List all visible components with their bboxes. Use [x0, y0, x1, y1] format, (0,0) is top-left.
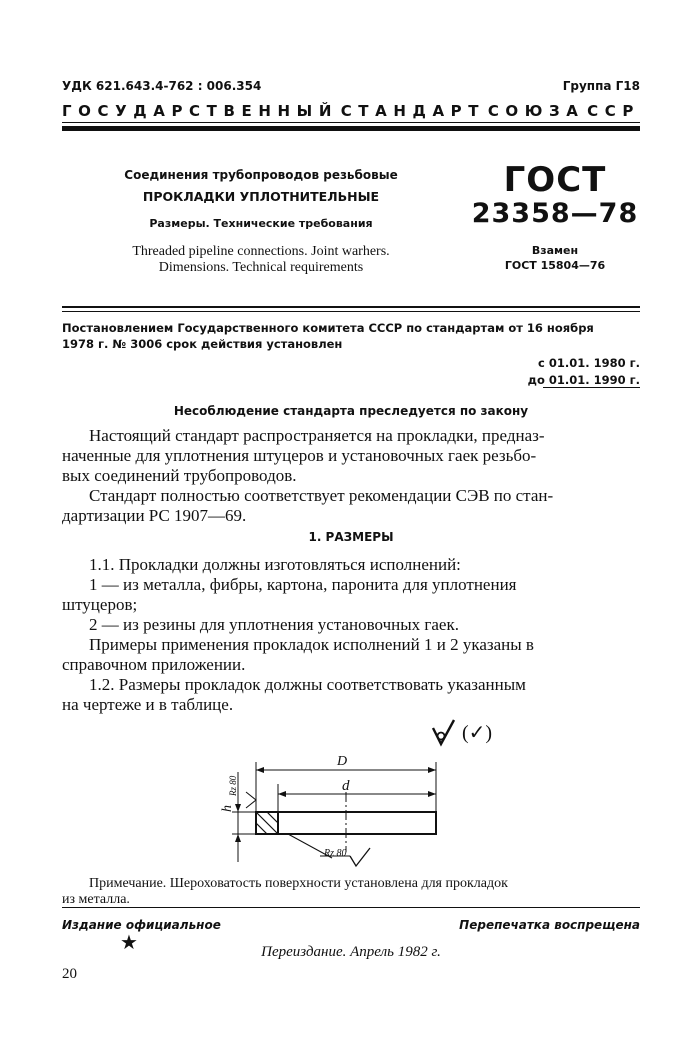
gasket-drawing — [210, 752, 450, 880]
title-line-2: ПРОКЛАДКИ УПЛОТНИТЕЛЬНЫЕ — [142, 189, 380, 204]
udk-code: УДК 621.643.4-762 : 006.354 — [62, 79, 262, 93]
roughness-label-top: Rz 80 — [228, 775, 238, 796]
valid-to: до 01.01. 1990 г. — [527, 373, 640, 387]
dimension-label-D: D — [337, 754, 348, 769]
decree-line-2: 1978 г. № 3006 срок действия установлен — [62, 337, 343, 351]
header-rule-thick — [62, 126, 640, 131]
english-title-line-2: Dimensions. Technical requirements — [158, 260, 364, 275]
official-edition: Издание официальное — [62, 918, 221, 932]
gost-label: ГОСТ — [503, 160, 607, 200]
footer-rule — [62, 907, 640, 908]
banner-word: СТАНДАРТ — [340, 102, 486, 120]
paragraph-line: наченные для уплотнения штуцеров и установочных гаек резьбо- — [62, 446, 537, 465]
gost-number: 23358—78 — [471, 198, 639, 229]
paragraph-line: Стандарт полностью соответствует рекомендации СЭВ по стан- — [89, 486, 554, 505]
section-heading: 1. РАЗМЕРЫ — [308, 530, 394, 544]
roughness-mark-bracket: (✓) — [462, 722, 493, 744]
english-title — [62, 244, 460, 276]
paragraph-line: на чертеже и в таблице. — [62, 695, 234, 714]
valid-from: с 01.01. 1980 г. — [538, 356, 640, 370]
paragraph-line: 2 — из резины для уплотнения установочных гаек. — [89, 615, 459, 634]
note-line-1: Примечание. Шероховатость поверхности установлена для прокладок — [89, 876, 508, 891]
decree-line-1: Постановлением Государственного комитета СССР по стандартам от 16 ноября — [62, 321, 594, 335]
roughness-label-bottom: Rz 80 — [324, 848, 347, 859]
title-line-1: Соединения трубопроводов резьбовые — [124, 168, 398, 182]
paragraph-line: вых соединений трубопроводов. — [62, 466, 297, 485]
replaces-label: Взамен — [531, 244, 579, 257]
paragraph-line: штуцеров; — [62, 595, 138, 614]
note-line-2: из металла. — [62, 892, 130, 907]
group-code: Группа Г18 — [562, 79, 640, 93]
divider-thin — [62, 311, 640, 312]
state-standard-banner — [62, 102, 640, 120]
reprint-prohibited: Перепечатка воспрещена — [459, 918, 640, 932]
star-icon: ★ — [120, 932, 138, 954]
dimension-label-h: h — [220, 805, 235, 812]
law-notice: Несоблюдение стандарта преследуется по закону — [173, 404, 529, 418]
header-rule-thin — [62, 122, 640, 123]
paragraph-line: Настоящий стандарт распространяется на прокладки, предназ- — [89, 426, 545, 445]
valid-underline — [543, 387, 640, 388]
divider-thick — [62, 306, 640, 308]
banner-word: ССР — [587, 102, 640, 120]
replaces-standard: ГОСТ 15804—76 — [504, 259, 606, 272]
banner-word: ГОСУДАРСТВЕННЫЙ — [62, 102, 338, 120]
paragraph-line: 1.1. Прокладки должны изготовляться исполнений: — [89, 555, 461, 574]
english-title-line-1: Threaded pipeline connections. Joint warhers. — [132, 244, 390, 259]
reissue-note: Переиздание. Апрель 1982 г. — [261, 944, 441, 960]
title-line-3: Размеры. Технические требования — [149, 217, 373, 230]
dimension-label-d: d — [342, 778, 350, 794]
paragraph-line: Примеры применения прокладок исполнений 1 и 2 указаны в — [89, 635, 534, 654]
paragraph-line: справочном приложении. — [62, 655, 246, 674]
paragraph-line: 1.2. Размеры прокладок должны соответствовать указанным — [89, 675, 526, 694]
paragraph-line: дартизации РС 1907—69. — [62, 506, 247, 525]
page-number: 20 — [62, 966, 77, 982]
banner-word: СОЮЗА — [487, 102, 585, 120]
paragraph-line: 1 — из металла, фибры, картона, паронита для уплотнения — [89, 575, 517, 594]
